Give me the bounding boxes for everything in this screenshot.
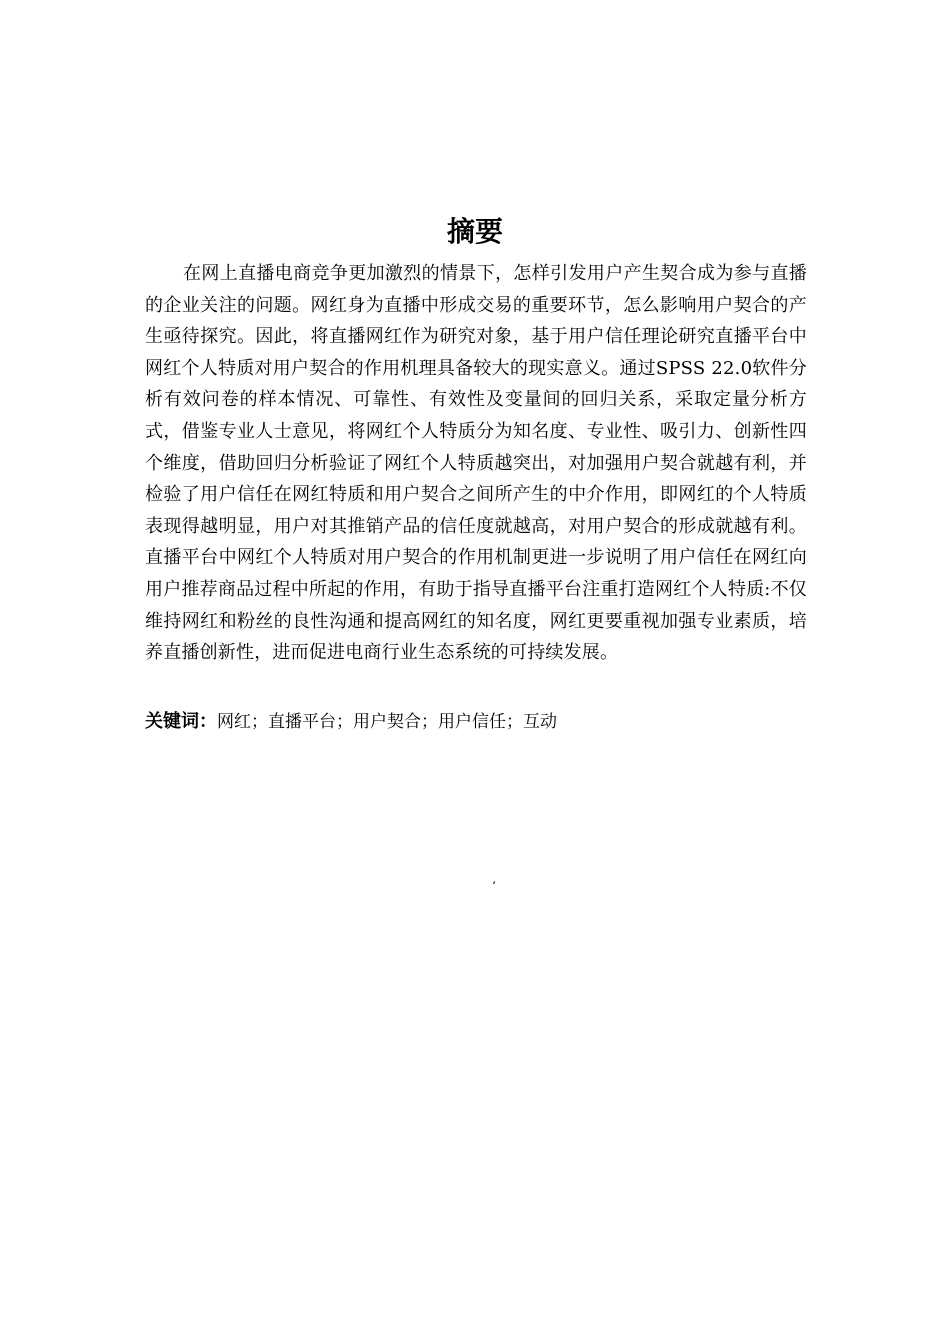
abstract-paragraph: 在网上直播电商竞争更加激烈的情景下，怎样引发用户产生契合成为参与直播的企业关注的问题。网红身为直播中形成交易的重要环节，怎么影响用户契合的产生亟待探究。因此，将直播网红作为研究对象，基于用户信任理论研究直播平台中网红个人特质对用户契合的作用机理具备较大的现实意义。通过SPSS 22.0软件分析有效问卷的样本情况、可靠性、有效性及变量间的回归关系，采取定量分析方式，借鉴专业人士意见，将网红个人特质分为知名度、专业性、吸引力、创新性四个维度，借助回归分析验证了网红个人特质越突出，对加强用户契合就越有利，并检验了用户信任在网红特质和用户契合之间所产生的中介作用，即网红的个人特质表现得越明显，用户对其推销产品的信任度就越高，对用户契合的形成就越有利。直播平台中网红个人特质对用户契合的作用机制更进一步说明了用户信任在网红向用户推荐商品过程中所起的作用，有助于指导直播平台注重打造网红个人特质:不仅维持网红和粉丝的良性沟通和提高网红的知名度，网红更要重视加强专业素质，培养直播创新性，进而促进电商行业生态系统的可持续发展。 (145, 263, 807, 664)
page-title: 摘要 (446, 215, 503, 248)
keywords-label: 关键词： (145, 711, 217, 732)
keywords-line (145, 706, 807, 738)
stray-mark: ‘ (492, 879, 496, 893)
keywords-list: 网红；直播平台；用户契合；用户信任；互动 (217, 712, 557, 732)
